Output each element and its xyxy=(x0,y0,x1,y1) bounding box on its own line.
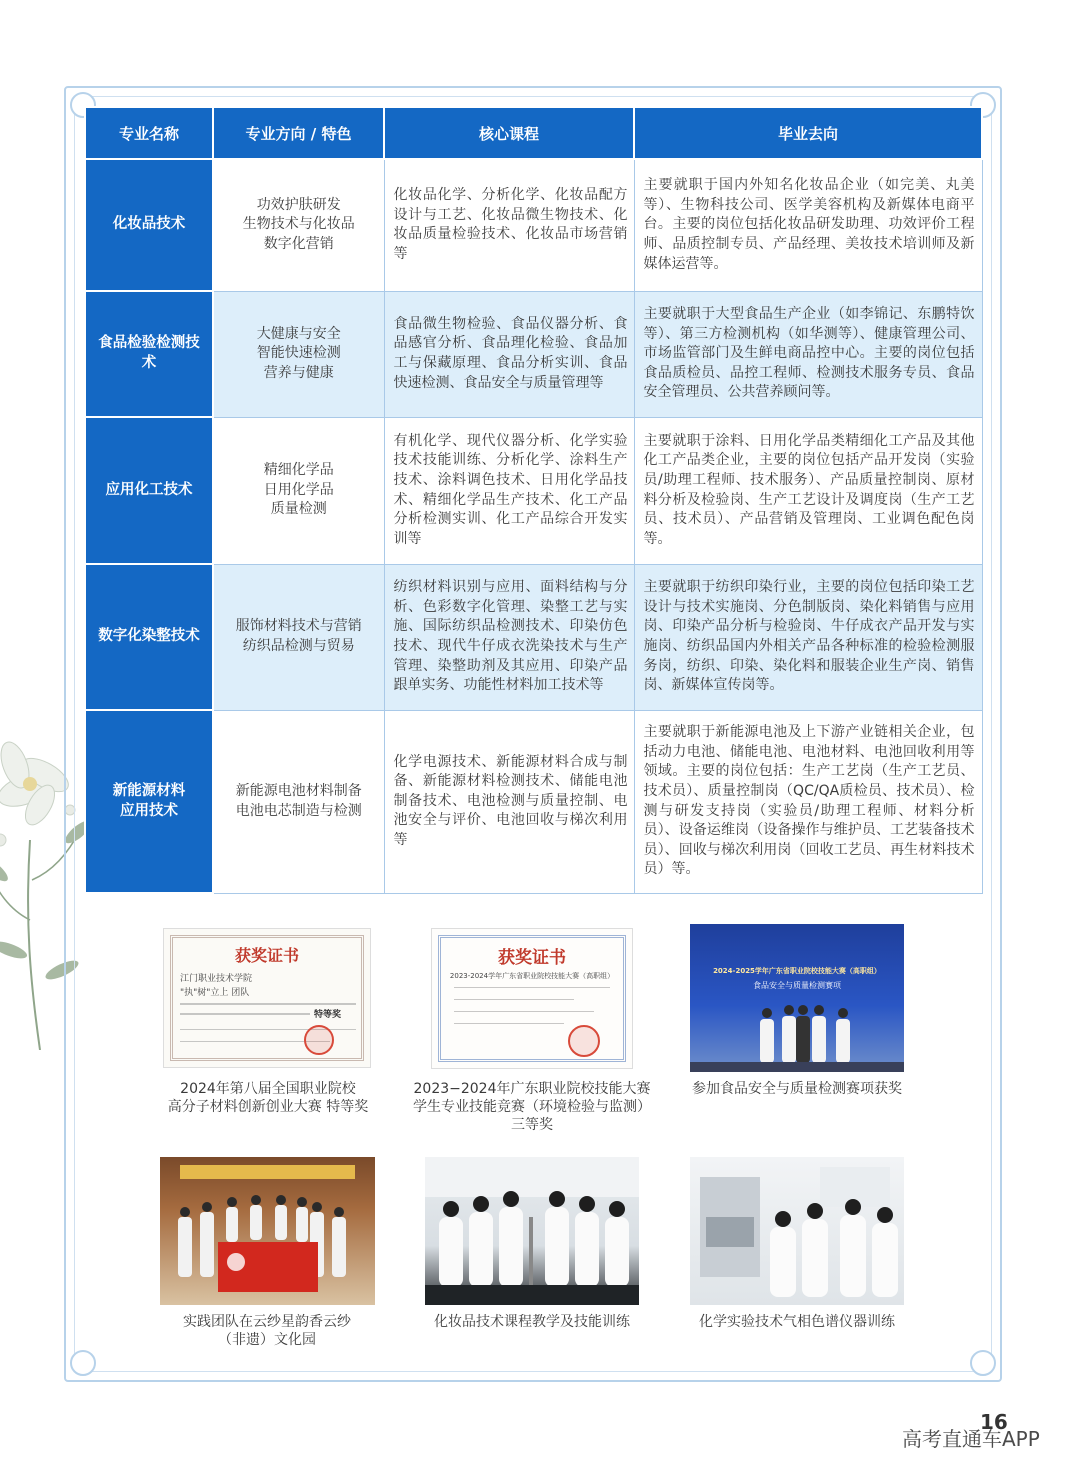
major-career: 主要就职于大型食品生产企业（如李锦记、东鹏特饮等）、第三方检测机构（如华测等）、健康管理公司、市场监管部门及生鲜电商品控中心。主要的岗位包括食品质检员、品控工程师、检测技术服务专员、食品安全管理员、公共营养顾问等。 xyxy=(634,291,982,417)
table-row xyxy=(85,417,982,564)
major-directions: 精细化学品 日用化学品 质量检测 xyxy=(213,417,384,564)
team-flag-photo xyxy=(160,1157,375,1305)
award-certificate-photo: 获奖证书 2023-2024学年广东省职业院校技能大赛（高职组） xyxy=(431,928,633,1069)
header-career: 毕业去向 xyxy=(634,107,982,159)
major-courses: 有机化学、现代仪器分析、化学实验技术技能训练、分析化学、涂料生产技术、涂料调色技术、日用化学品技术、精细化学品生产技术、化工产品分析检测实训、化工产品综合开发实训等 xyxy=(384,417,634,564)
photo-caption: 化妆品技术课程教学及技能训练 xyxy=(434,1314,630,1330)
major-career: 主要就职于纺织印染行业，主要的岗位包括印染工艺设计与技术实施岗、分色制版岗、染化料销售与应用岗、印染产品分析与检验岗、牛仔成衣产品开发与实施岗、纺织品国内外相关产品各种标准的检验检测服务岗，纺织、印染、染化料和服装企业生产岗、销售岗、新媒体宣传岗等。 xyxy=(634,564,982,710)
photo-caption: 实践团队在云纱星韵香云纱 （非遗）文化园 xyxy=(183,1314,351,1348)
major-directions: 大健康与安全 智能快速检测 营养与健康 xyxy=(213,291,384,417)
frame-corner xyxy=(70,1350,96,1376)
major-directions: 新能源电池材料制备 电池电芯制造与检测 xyxy=(213,710,384,893)
award-certificate-photo: 获奖证书 江门职业技术学院 "执"树"立上 团队 特等奖 xyxy=(163,928,371,1068)
photo-caption: 参加食品安全与质量检测赛项获奖 xyxy=(692,1081,902,1097)
photo-caption: 2023−2024年广东职业院校技能大赛 学生专业技能竞赛（环境检验与监测） 三等奖 xyxy=(413,1081,651,1133)
major-name: 化妆品技术 xyxy=(85,159,213,291)
major-courses: 食品微生物检验、食品仪器分析、食品感官分析、食品理化检验、食品加工与保藏原理、食品分析实训、食品快速检测、食品安全与质量管理等 xyxy=(384,291,634,417)
photo-caption: 化学实验技术气相色谱仪器训练 xyxy=(699,1314,895,1330)
major-name: 数字化染整技术 xyxy=(85,564,213,710)
header-core-courses: 核心课程 xyxy=(384,107,634,159)
major-name: 新能源材料 应用技术 xyxy=(85,710,213,893)
major-name: 食品检验检测技术 xyxy=(85,291,213,417)
major-courses: 纺织材料识别与应用、面料结构与分析、色彩数字化管理、染整工艺与实施、国际纺织品检测技术、印染仿色技术、现代牛仔成衣洗染技术与生产管理、染整助剂及其应用、印染产品跟单实务、功能性材料加工技术等 xyxy=(384,564,634,710)
watermark: 高考直通车APP xyxy=(902,1427,1040,1451)
table-row xyxy=(85,159,982,291)
major-career: 主要就职于新能源电池及上下游产业链相关企业，包括动力电池、储能电池、电池材料、电池回收利用等领域。主要的岗位包括：生产工艺岗（生产工艺员、技术员）、质量控制岗（QC/QA质检员、技术员）、检测与研发支持岗（实验员/助理工程师、材料分析员）、设备运维岗（设备操作与维护员、工艺装备技术员）、回收与梯次利用岗（回收工艺员、再生材料技术员）等。 xyxy=(634,710,982,893)
major-courses: 化学电源技术、新能源材料合成与制备、新能源材料检测技术、储能电池制备技术、电池检测与质量控制、电池安全与评价、电池回收与梯次利用等 xyxy=(384,710,634,893)
table-row xyxy=(85,291,982,417)
photo-caption: 2024年第八届全国职业院校 高分子材料创新创业大赛 特等奖 xyxy=(167,1081,369,1115)
major-career: 主要就职于涂料、日用化学品类精细化工产品及其他化工产品类企业，主要的岗位包括产品开发岗（实验员/助理工程师、技术服务）、产品质量控制岗、原材料分析及检验岗、生产工艺设计及调度岗（生产工艺员、技术员）、产品营销及管理岗、工业调色配色岗等。 xyxy=(634,417,982,564)
frame-corner xyxy=(970,1350,996,1376)
cosmetics-lab-photo xyxy=(425,1157,639,1305)
chromatography-lab-photo xyxy=(690,1157,904,1305)
major-career: 主要就职于国内外知名化妆品企业（如完美、丸美等）、生物科技公司、医学美容机构及新媒体电商平台。主要的岗位包括化妆品研发助理、功效评价工程师、品质控制专员、产品经理、美妆技术培训师及新媒体运营等。 xyxy=(634,159,982,291)
table-row xyxy=(85,564,982,710)
major-courses: 化妆品化学、分析化学、化妆品配方设计与工艺、化妆品微生物技术、化妆品质量检验技术、化妆品市场营销等 xyxy=(384,159,634,291)
table-row xyxy=(85,710,982,893)
major-name: 应用化工技术 xyxy=(85,417,213,564)
header-direction: 专业方向 / 特色 xyxy=(213,107,384,159)
major-directions: 功效护肤研发 生物技术与化妆品 数字化营销 xyxy=(213,159,384,291)
majors-table xyxy=(84,106,983,894)
competition-stage-photo: 2024-2025学年广东省职业院校技能大赛（高职组） 食品安全与质量检测赛项 xyxy=(690,924,904,1072)
major-directions: 服饰材料技术与营销 纺织品检测与贸易 xyxy=(213,564,384,710)
page-number: 16 xyxy=(980,1410,1008,1434)
header-major-name: 专业名称 xyxy=(85,107,213,159)
table-header-row xyxy=(85,107,982,159)
